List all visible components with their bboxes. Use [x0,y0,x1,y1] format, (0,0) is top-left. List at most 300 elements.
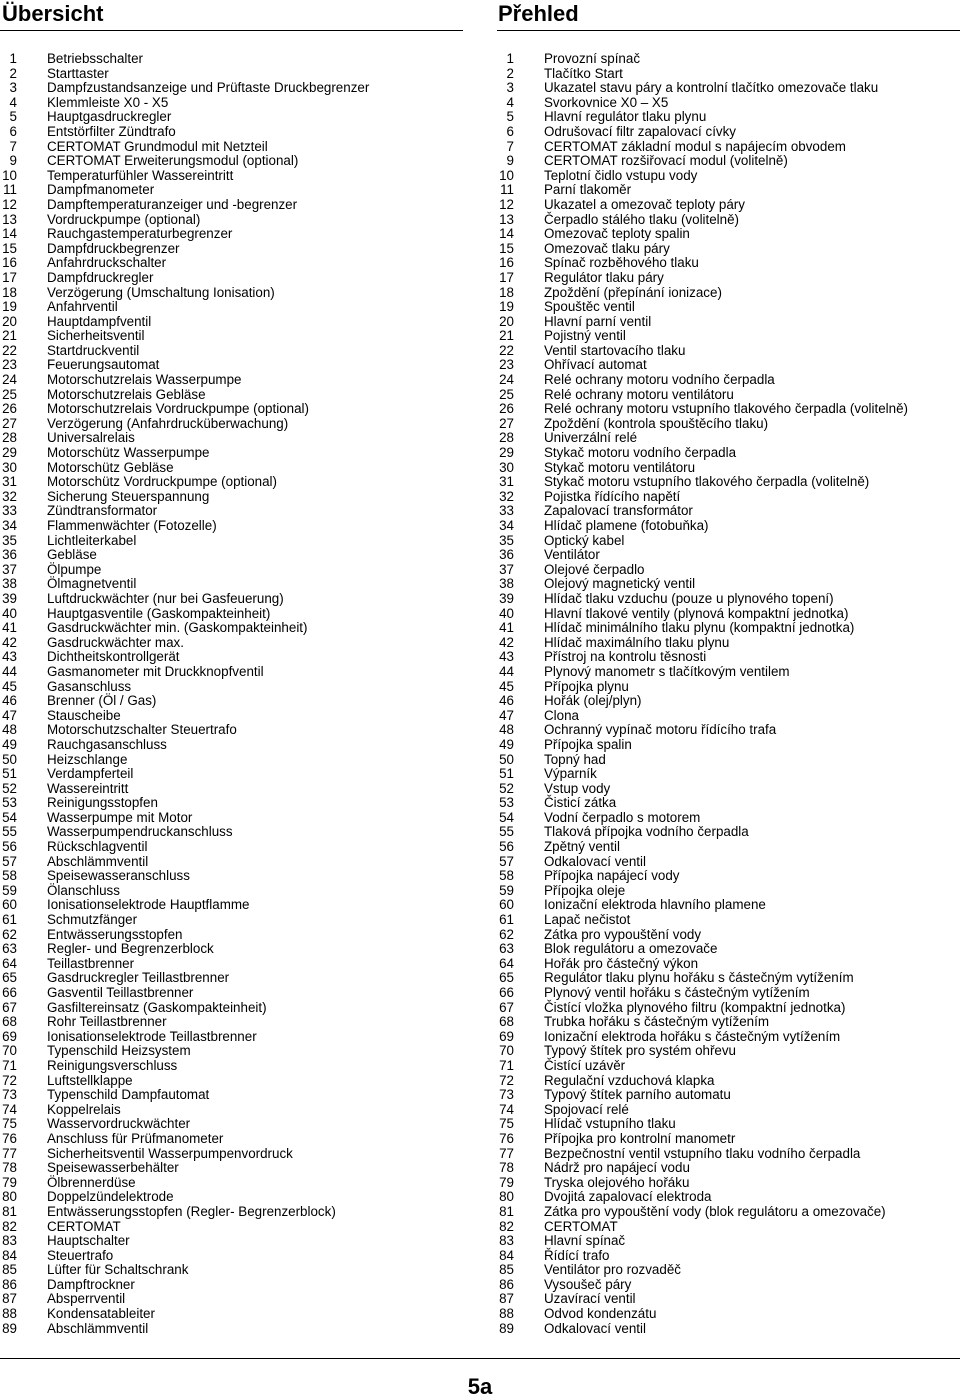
item-label: Steuertrafo [47,1247,114,1263]
item-number: 79 [2,1174,17,1190]
item-label: Přípojka napájecí vody [544,868,680,884]
item-label: Brenner (Öl / Gas) [47,693,157,709]
list-item [0,753,480,768]
list-item [497,125,960,140]
item-label: Parní tlakoměr [544,182,632,198]
list-item [0,300,480,315]
list-item [497,913,960,928]
item-label: Ionisationselektrode Hauptflamme [47,897,250,913]
item-number: 46 [2,693,17,709]
item-label: Přístroj na kontrolu těsnosti [544,649,707,665]
list-item [0,607,480,622]
list-item [497,1147,960,1162]
item-label: Odkalovací ventil [544,1320,646,1336]
item-number: 63 [2,941,17,957]
item-number: 66 [2,985,17,1000]
item-number: 72 [2,1072,17,1088]
item-number: 24 [499,372,514,388]
item-number: 55 [499,824,514,840]
item-label: Olejové čerpadlo [544,561,645,577]
item-number: 64 [2,955,17,971]
item-number: 25 [499,386,514,402]
list-item [0,782,480,797]
list-item [0,1074,480,1089]
item-number: 88 [2,1306,17,1322]
item-number: 35 [499,532,514,548]
item-number: 17 [2,269,17,285]
item-number: 65 [499,970,514,986]
item-label: Anfahrdruckschalter [47,255,167,271]
list-item [497,1030,960,1045]
item-number: 54 [499,809,514,825]
list-item [497,1161,960,1176]
list-item [497,767,960,782]
item-label: Relé ochrany motoru vstupního tlakového čerpadla (volitelně) [544,401,908,417]
list-item [497,81,960,96]
list-item [0,67,480,82]
item-label: Blok regulátoru a omezovače [544,941,718,957]
list-item [0,592,480,607]
item-label: Ionizační elektroda hlavního plamene [544,897,766,913]
list-item [0,796,480,811]
item-number: 59 [499,882,514,898]
item-label: Ölmagnetventil [47,576,137,592]
item-number: 26 [2,401,17,417]
item-label: Zátka pro vypouštění vody [544,926,702,942]
list-item [0,1176,480,1191]
list-item [0,1117,480,1132]
item-number: 42 [2,634,17,650]
item-number: 82 [499,1218,514,1234]
list-item [497,825,960,840]
list-item [0,417,480,432]
item-label: CERTOMAT Erweiterungsmodul (optional) [47,153,299,169]
list-item [497,1132,960,1147]
item-number: 22 [499,342,514,358]
list-item [0,942,480,957]
list-item [0,665,480,680]
item-number: 71 [2,1057,17,1073]
item-label: Spojovací relé [544,1101,629,1117]
item-number: 36 [2,547,17,563]
list-item [497,242,960,257]
list-item [0,1292,480,1307]
list-item [497,534,960,549]
item-label: Hlídač plamene (fotobuňka) [544,518,709,533]
item-label: Stauscheibe [47,707,121,723]
item-label: Abschlämmventil [47,1320,149,1336]
item-number: 20 [499,313,514,329]
list-item [0,1044,480,1059]
item-label: Dvojitá zapalovací elektroda [544,1189,712,1205]
item-number: 43 [499,649,514,665]
item-label: Starttaster [47,65,109,81]
item-label: Zündtransformator [47,503,158,519]
item-number: 68 [2,1014,17,1030]
item-number: 24 [2,372,17,388]
item-number: 78 [2,1160,17,1176]
list-item [0,694,480,709]
list-item [497,1190,960,1205]
item-label: Ionizační elektroda hořáku s částečným vytížením [544,1028,841,1044]
list-item [0,840,480,855]
item-label: Optický kabel [544,532,625,548]
list-item [0,183,480,198]
item-label: Dampfdruckbegrenzer [47,240,180,256]
list-item [0,680,480,695]
item-label: Výparník [544,766,597,782]
list-item [497,475,960,490]
item-number: 87 [499,1291,514,1307]
item-label: Clona [544,707,579,723]
item-label: Typový štítek pro systém ohřevu [544,1043,737,1059]
item-label: Čistící uzávěr [544,1057,626,1073]
item-label: Odvod kondenzátu [544,1306,657,1322]
item-label: Lichtleiterkabel [47,532,137,548]
list-item [0,971,480,986]
item-number: 11 [3,182,17,198]
item-label: Omezovač tlaku páry [544,240,670,256]
list-item [497,607,960,622]
item-label: Ochranný vypínač motoru řídícího trafa [544,722,777,738]
list-item [0,1030,480,1045]
list-item [0,504,480,519]
item-number: 34 [2,518,17,533]
item-number: 72 [499,1072,514,1088]
list-item [497,636,960,651]
item-number: 52 [2,780,17,796]
item-number: 58 [2,868,17,884]
item-number: 37 [2,561,17,577]
item-number: 14 [2,226,17,242]
item-label: Universalrelais [47,430,135,446]
item-number: 19 [499,299,514,315]
item-label: Hlídač maximálního tlaku plynu [544,634,730,650]
item-number: 25 [2,386,17,402]
item-number: 78 [499,1160,514,1176]
list-item [497,753,960,768]
item-label: Zapalovací transformátor [544,503,693,519]
item-label: Temperaturfühler Wassereintritt [47,167,234,183]
list-item [0,475,480,490]
item-label: Vysoušeč páry [544,1276,632,1292]
item-label: CERTOMAT základní modul s napájecím obvodem [544,138,846,154]
item-label: Gasdruckregler Teillastbrenner [47,970,230,986]
list-item [0,1001,480,1016]
list-item [0,125,480,140]
item-label: Nádrž pro napájecí vodu [544,1160,690,1176]
list-item [497,1059,960,1074]
item-number: 13 [2,211,17,227]
item-number: 66 [499,985,514,1000]
item-number: 19 [2,299,17,315]
item-label: Hlavní regulátor tlaku plynu [544,109,707,125]
list-item [0,315,480,330]
list-item [497,417,960,432]
item-number: 75 [2,1116,17,1132]
item-number: 77 [2,1145,17,1161]
item-label: Reinigungsstopfen [47,795,158,811]
item-label: Relé ochrany motoru vodního čerpadla [544,372,775,388]
item-label: Koppelrelais [47,1101,121,1117]
item-label: Provozní spínač [544,51,641,66]
item-number: 45 [499,678,514,694]
list-item [497,898,960,913]
list-item [497,563,960,578]
item-number: 82 [2,1218,17,1234]
item-label: Přípojka pro kontrolní manometr [544,1130,736,1146]
list-item [0,1205,480,1220]
item-number: 4 [9,94,17,110]
item-label: Motorschutzrelais Vordruckpumpe (optional) [47,401,309,417]
german-legend-list [0,52,480,1336]
list-item [497,1117,960,1132]
item-label: Spínač rozběhového tlaku [544,255,699,271]
item-label: Motorschütz Gebläse [47,459,174,475]
item-number: 11 [500,182,514,198]
item-label: Wassereintritt [47,780,129,796]
item-label: Hlídač minimálního tlaku plynu (kompaktní jednotka) [544,620,855,636]
item-label: Hlavní spínač [544,1233,626,1249]
item-number: 39 [499,590,514,606]
item-number: 69 [2,1028,17,1044]
item-number: 36 [499,547,514,563]
item-label: Vstup vody [544,780,611,796]
item-number: 20 [2,313,17,329]
list-item [0,577,480,592]
item-label: Motorschutzrelais Gebläse [47,386,206,402]
item-number: 80 [2,1189,17,1205]
item-number: 4 [506,94,514,110]
list-item [497,621,960,636]
item-label: Hauptschalter [47,1233,130,1249]
item-number: 86 [499,1276,514,1292]
czech-section-title: Přehled [498,1,579,26]
item-label: Bezpečnostní ventil vstupního tlaku vodního čerpadla [544,1145,861,1161]
list-item [0,1220,480,1235]
german-section-title: Übersicht [2,1,104,26]
item-number: 57 [2,853,17,869]
list-item [0,1190,480,1205]
item-number: 89 [499,1320,514,1336]
item-label: Wasserpumpendruckanschluss [47,824,233,840]
list-item [0,373,480,388]
list-item [0,1015,480,1030]
list-item [497,665,960,680]
list-item [0,1161,480,1176]
item-label: Ukazatel stavu páry a kontrolní tlačítko omezovače tlaku [544,80,879,96]
item-number: 18 [2,284,17,300]
list-item [497,650,960,665]
item-number: 15 [499,240,514,256]
item-number: 38 [499,576,514,592]
list-item [497,680,960,695]
item-number: 57 [499,853,514,869]
list-item [0,519,480,534]
list-item [497,694,960,709]
item-label: Hlídač vstupního tlaku [544,1116,676,1132]
item-number: 86 [2,1276,17,1292]
list-item [497,373,960,388]
item-label: Schmutzfänger [47,912,138,928]
list-item [0,169,480,184]
item-label: Zpoždění (přepínání ionizace) [544,284,722,300]
item-label: Stykač motoru vodního čerpadla [544,445,737,461]
item-label: Entwässerungsstopfen (Regler- Begrenzerblock) [47,1203,336,1219]
list-item [497,388,960,403]
item-label: Ölanschluss [47,882,120,898]
list-item [497,709,960,724]
item-number: 84 [499,1247,514,1263]
item-number: 32 [499,488,514,504]
item-label: Rauchgasanschluss [47,736,167,752]
item-label: Hauptgasdruckregler [47,109,172,125]
item-number: 35 [2,532,17,548]
item-label: Motorschütz Wasserpumpe [47,445,210,461]
list-item [0,1234,480,1249]
list-item [497,855,960,870]
item-number: 58 [499,868,514,884]
item-label: Luftdruckwächter (nur bei Gasfeuerung) [47,590,284,606]
item-label: Odkalovací ventil [544,853,646,869]
list-item [0,490,480,505]
list-item [497,957,960,972]
item-label: Wasservordruckwächter [47,1116,191,1132]
list-item [497,431,960,446]
item-label: Kondensatableiter [47,1306,155,1322]
item-number: 61 [2,912,17,928]
item-number: 56 [499,839,514,855]
list-item [0,52,480,67]
item-number: 44 [2,663,17,679]
item-label: Hlavní tlakové ventily (plynová kompaktní jednotka) [544,605,849,621]
item-number: 47 [2,707,17,723]
item-number: 10 [499,167,514,183]
list-item [497,110,960,125]
footer-divider [0,1358,960,1359]
item-number: 81 [499,1203,514,1219]
item-label: Motorschutzschalter Steuertrafo [47,722,237,738]
item-label: Heizschlange [47,751,128,767]
list-item [497,592,960,607]
list-item [497,1292,960,1307]
list-item [0,650,480,665]
item-label: Lüfter für Schaltschrank [47,1262,189,1278]
item-label: Speisewasseranschluss [47,868,190,884]
list-item [0,884,480,899]
item-label: Rohr Teillastbrenner [47,1014,167,1030]
list-item [0,869,480,884]
list-item [0,928,480,943]
item-number: 16 [499,255,514,271]
item-number: 17 [499,269,514,285]
item-number: 43 [2,649,17,665]
list-item [497,1307,960,1322]
item-number: 12 [2,196,17,212]
item-label: Sicherung Steuerspannung [47,488,210,504]
list-item [497,782,960,797]
item-label: Ohřívací automat [544,357,647,373]
item-label: Speisewasserbehälter [47,1160,179,1176]
item-number: 51 [499,766,514,782]
item-number: 18 [499,284,514,300]
item-number: 67 [2,999,17,1015]
list-item [0,388,480,403]
item-label: Ventilátor pro rozvaděč [544,1262,681,1278]
list-item [0,1249,480,1264]
item-number: 76 [2,1130,17,1146]
item-label: Betriebsschalter [47,51,144,66]
list-item [497,154,960,169]
item-label: Ukazatel a omezovač teploty páry [544,196,745,212]
item-number: 12 [499,196,514,212]
list-item [497,1044,960,1059]
list-item [0,563,480,578]
list-item [497,1001,960,1016]
item-number: 23 [2,357,17,373]
item-number: 61 [499,912,514,928]
item-number: 10 [2,167,17,183]
item-label: Stykač motoru vstupního tlakového čerpadla (volitelně) [544,474,870,490]
item-label: Hauptgasventile (Gaskompakteinheit) [47,605,271,621]
list-item [497,461,960,476]
item-number: 30 [2,459,17,475]
list-item [497,67,960,82]
item-label: Startdruckventil [47,342,140,358]
list-item [0,1263,480,1278]
item-number: 42 [499,634,514,650]
item-number: 39 [2,590,17,606]
item-label: Typenschild Dampfautomat [47,1087,210,1103]
list-item [497,548,960,563]
item-number: 29 [2,445,17,461]
item-number: 54 [2,809,17,825]
item-label: Absperrventil [47,1291,126,1307]
list-item [497,928,960,943]
list-item [497,519,960,534]
item-label: Svorkovnice X0 – X5 [544,94,669,110]
item-number: 27 [2,415,17,431]
item-label: Omezovač teploty spalin [544,226,690,242]
item-label: Olejový magnetický ventil [544,576,696,592]
item-number: 89 [2,1320,17,1336]
list-item [0,1278,480,1293]
list-item [497,1263,960,1278]
item-label: Rückschlagventil [47,839,148,855]
item-number: 68 [499,1014,514,1030]
list-item [497,796,960,811]
item-label: CERTOMAT [544,1218,618,1234]
item-label: Dampftrockner [47,1276,135,1292]
item-label: Gebläse [47,547,97,563]
list-item [0,825,480,840]
item-label: Rauchgastemperaturbegrenzer [47,226,233,242]
list-item [497,840,960,855]
item-number: 45 [2,678,17,694]
item-number: 2 [506,65,514,81]
list-item [0,154,480,169]
item-label: Topný had [544,751,606,767]
item-number: 14 [499,226,514,242]
item-label: Gasdruckwächter max. [47,634,184,650]
item-number: 88 [499,1306,514,1322]
item-number: 52 [499,780,514,796]
item-number: 28 [2,430,17,446]
item-number: 9 [506,153,514,169]
list-item [0,96,480,111]
list-item [0,1322,480,1337]
item-label: Čisticí zátka [544,795,617,811]
